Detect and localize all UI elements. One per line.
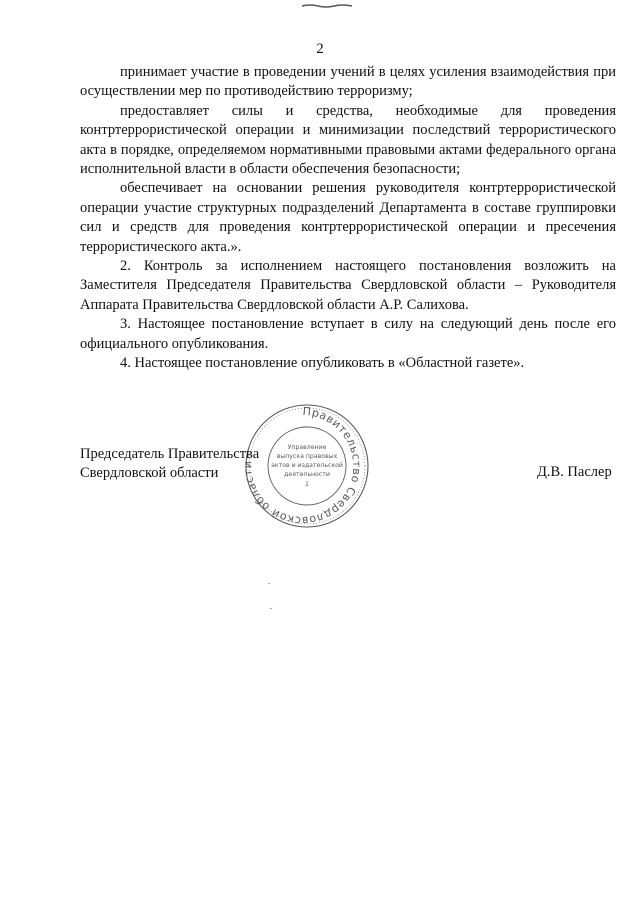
stamp-line-5: 1 (305, 481, 309, 488)
page-number: 2 (316, 41, 324, 57)
signer-position-line-1: Председатель Правительства (80, 446, 260, 462)
stamp-outer-text: Правительство Свердловской обла (244, 404, 364, 528)
paragraph-forces: предоставляет силы и средства, необходимые для проведения контртеррористической операции и минимизации последствий террористического акта в порядке, определяемом нормативными правовыми актами федерального органа исполнительной власти в области обеспечения безопасности; (80, 102, 616, 178)
paragraph-effective-date: 3. Настоящее постановление вступает в силу на следующий день после его официального опубликования. (80, 316, 616, 352)
stamp-line-3: актов и издательской (271, 462, 343, 469)
signature-block (80, 445, 259, 484)
stamp-line-4: деятельности (284, 471, 330, 478)
scan-speck (270, 608, 272, 609)
stamp-line-2: выпуска правовых (276, 453, 338, 460)
official-stamp (244, 403, 370, 529)
top-edge-mark (300, 0, 360, 2)
paragraph-control: 2. Контроль за исполнением настоящего постановления возложить на Заместителя Председателя Правительства Свердловской области – Руководителя Аппарата Правительства Свердловской области А.Р. Салихова. (80, 258, 616, 313)
scan-speck (268, 583, 270, 584)
stamp-line-1: Управление (287, 444, 327, 451)
paragraph-publication: 4. Настоящее постановление опубликовать в «Областной газете». (120, 355, 525, 372)
signer-position-line-2: Свердловской области (80, 465, 219, 482)
document-body (80, 63, 616, 374)
signer-name: Д.В. Паслер (537, 464, 612, 480)
paragraph-participation: обеспечивает на основании решения руководителя контртеррористической операции участие структурных подразделений Департамента в составе группировки сил и средств для проведения контртеррористической операции и пресечения террористического акта.». (80, 180, 616, 255)
paragraph-exercises: принимает участие в проведении учений в целях усиления взаимодействия при осуществлении мер по противодействию терроризму; (80, 64, 616, 100)
